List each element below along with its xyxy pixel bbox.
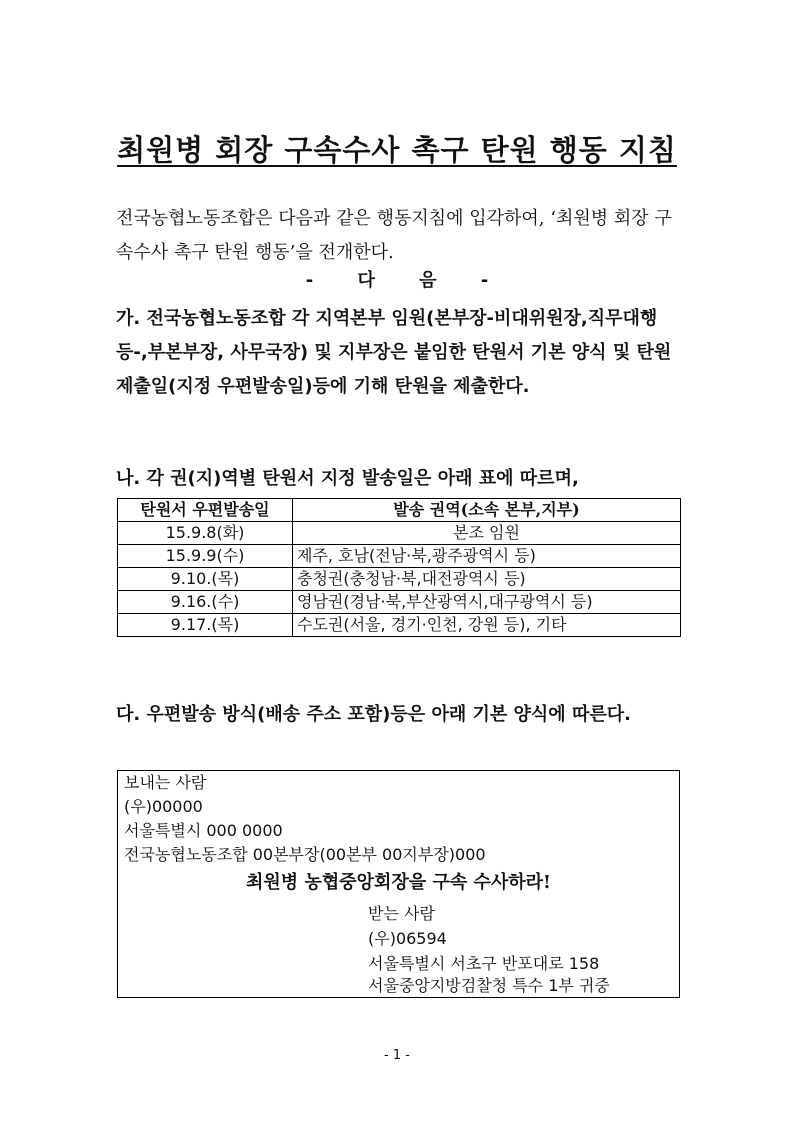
section-da: 다. 우편발송 방식(배송 주소 포함)등은 아래 기본 양식에 따른다. xyxy=(116,704,631,725)
table-row xyxy=(118,591,681,614)
section-heading: - 다 음 - xyxy=(305,270,489,291)
sender-organization: 전국농협노동조합 00본부장(00본부 00지부장)000 xyxy=(124,845,486,864)
schedule-table xyxy=(117,498,681,637)
table-cell-date: 9.17.(목) xyxy=(118,614,293,637)
sender-zip: (우)00000 xyxy=(124,797,203,816)
table-header-region: 발송 권역(소속 본부,지부) xyxy=(293,499,681,522)
recipient-name: 서울중앙지방검찰청 특수 1부 귀중 xyxy=(368,976,610,995)
section-ga: 가. 전국농협노동조합 각 지역본부 임원(본부장-비대위원장,직무대행 등-,부본부장, 사무국장) 및 지부장은 붙임한 탄원서 기본 양식 및 탄원제출일(지정 우편발송일)등에 기해 탄원을 제출한다. xyxy=(116,308,672,397)
table-cell-date: 9.10.(목) xyxy=(118,568,293,591)
table-row xyxy=(118,545,681,568)
recipient-label: 받는 사람 xyxy=(368,904,435,923)
address-form-box xyxy=(117,770,680,998)
section-na: 나. 각 권(지)역별 탄원서 지정 발송일은 아래 표에 따르며, xyxy=(116,468,579,489)
table-cell-date: 15.9.9(수) xyxy=(118,545,293,568)
table-cell-region: 영남권(경남·북,부산광역시,대구광역시 등) xyxy=(293,591,681,614)
table-cell-region: 충청권(충청남·북,대전광역시 등) xyxy=(293,568,681,591)
recipient-address: 서울특별시 서초구 반포대로 158 xyxy=(368,954,600,973)
page-number: - 1 - xyxy=(384,1048,410,1063)
table-cell-date: 9.16.(수) xyxy=(118,591,293,614)
slogan: 최원병 농협중앙회장을 구속 수사하라! xyxy=(246,872,551,893)
table-cell-region: 제주, 호남(전남·북,광주광역시 등) xyxy=(293,545,681,568)
table-row xyxy=(118,568,681,591)
table-cell-region: 수도권(서울, 경기·인천, 강원 등), 기타 xyxy=(293,614,681,637)
sender-label: 보내는 사람 xyxy=(124,773,207,792)
table-cell-region: 본조 임원 xyxy=(293,522,681,545)
table-row xyxy=(118,522,681,545)
intro-paragraph: 전국농협노동조합은 다음과 같은 행동지침에 입각하여, ‘최원병 회장 구속수사 촉구 탄원 행동’을 전개한다. xyxy=(116,208,672,263)
table-header-row xyxy=(118,499,681,522)
recipient-zip: (우)06594 xyxy=(368,929,447,948)
document-title: 최원병 회장 구속수사 촉구 탄원 행동 지침 xyxy=(117,133,677,167)
table-header-date: 탄원서 우편발송일 xyxy=(118,499,293,522)
table-row xyxy=(118,614,681,637)
sender-address: 서울특별시 000 0000 xyxy=(124,821,283,840)
table-cell-date: 15.9.8(화) xyxy=(118,522,293,545)
